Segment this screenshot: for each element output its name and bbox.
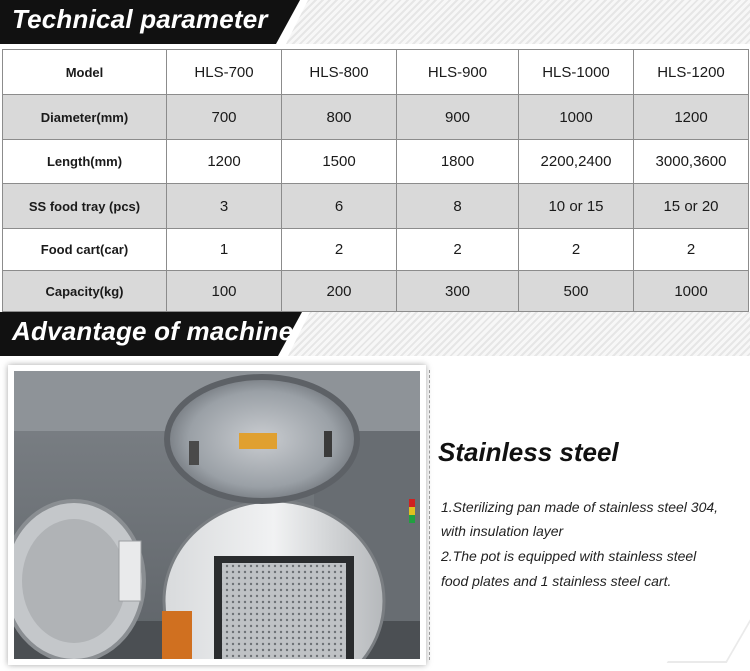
table-cell: 2200,2400: [519, 140, 634, 184]
advantage-line-3: 2.The pot is equipped with stainless steel: [441, 548, 697, 564]
banner-stripe: [288, 312, 750, 356]
table-row-capacity: [3, 271, 749, 312]
technical-parameter-banner: [0, 0, 750, 44]
row-label: Food cart(car): [3, 229, 167, 271]
technical-parameter-table: [2, 49, 749, 312]
table-cell: 1500: [282, 140, 397, 184]
table-cell: HLS-1200: [634, 50, 749, 95]
table-cell: 700: [167, 95, 282, 140]
sterilizer-illustration: [14, 371, 420, 659]
section-title-technical: Technical parameter: [12, 4, 268, 34]
table-cell: 1800: [397, 140, 519, 184]
table-cell: HLS-700: [167, 50, 282, 95]
table-cell: 10 or 15: [519, 184, 634, 229]
table-cell: 3000,3600: [634, 140, 749, 184]
row-label: Length(mm): [3, 140, 167, 184]
table-cell: 800: [282, 95, 397, 140]
advantage-line-2: with insulation layer: [441, 523, 564, 539]
table-cell: 2: [397, 229, 519, 271]
table-cell: 200: [282, 271, 397, 312]
section-title-advantage: Advantage of machine: [12, 316, 294, 346]
table-cell: 500: [519, 271, 634, 312]
table-cell: 2: [282, 229, 397, 271]
table-cell: 300: [397, 271, 519, 312]
table-cell: 1200: [634, 95, 749, 140]
banner-stripe: [286, 0, 750, 44]
table-cell: 15 or 20: [634, 184, 749, 229]
table-cell: 2: [519, 229, 634, 271]
table-row-food-cart: [3, 229, 749, 271]
advantage-banner: [0, 312, 750, 356]
table-cell: HLS-800: [282, 50, 397, 95]
table-cell: 100: [167, 271, 282, 312]
table-cell: 2: [634, 229, 749, 271]
machine-photo: [8, 365, 426, 665]
table-cell: 1000: [519, 95, 634, 140]
table-row-food-tray: [3, 184, 749, 229]
row-label: Model: [3, 50, 167, 95]
table-cell: 3: [167, 184, 282, 229]
advantage-heading: Stainless steel: [438, 437, 619, 467]
table-cell: 1: [167, 229, 282, 271]
table-row-diameter: [3, 95, 749, 140]
row-label: Capacity(kg): [3, 271, 167, 312]
dashed-divider: [429, 370, 430, 660]
table-cell: HLS-1000: [519, 50, 634, 95]
table-cell: 8: [397, 184, 519, 229]
advantage-line-4: food plates and 1 stainless steel cart.: [441, 573, 672, 589]
table-row-length: [3, 140, 749, 184]
table-cell: 1000: [634, 271, 749, 312]
table-cell: 1200: [167, 140, 282, 184]
table-cell: HLS-900: [397, 50, 519, 95]
advantage-line-1: 1.Sterilizing pan made of stainless steel 304,: [441, 499, 719, 515]
corner-decoration: [667, 603, 750, 663]
table-row-model: [3, 50, 749, 95]
table-cell: 6: [282, 184, 397, 229]
row-label: SS food tray (pcs): [3, 184, 167, 229]
row-label: Diameter(mm): [3, 95, 167, 140]
table-cell: 900: [397, 95, 519, 140]
